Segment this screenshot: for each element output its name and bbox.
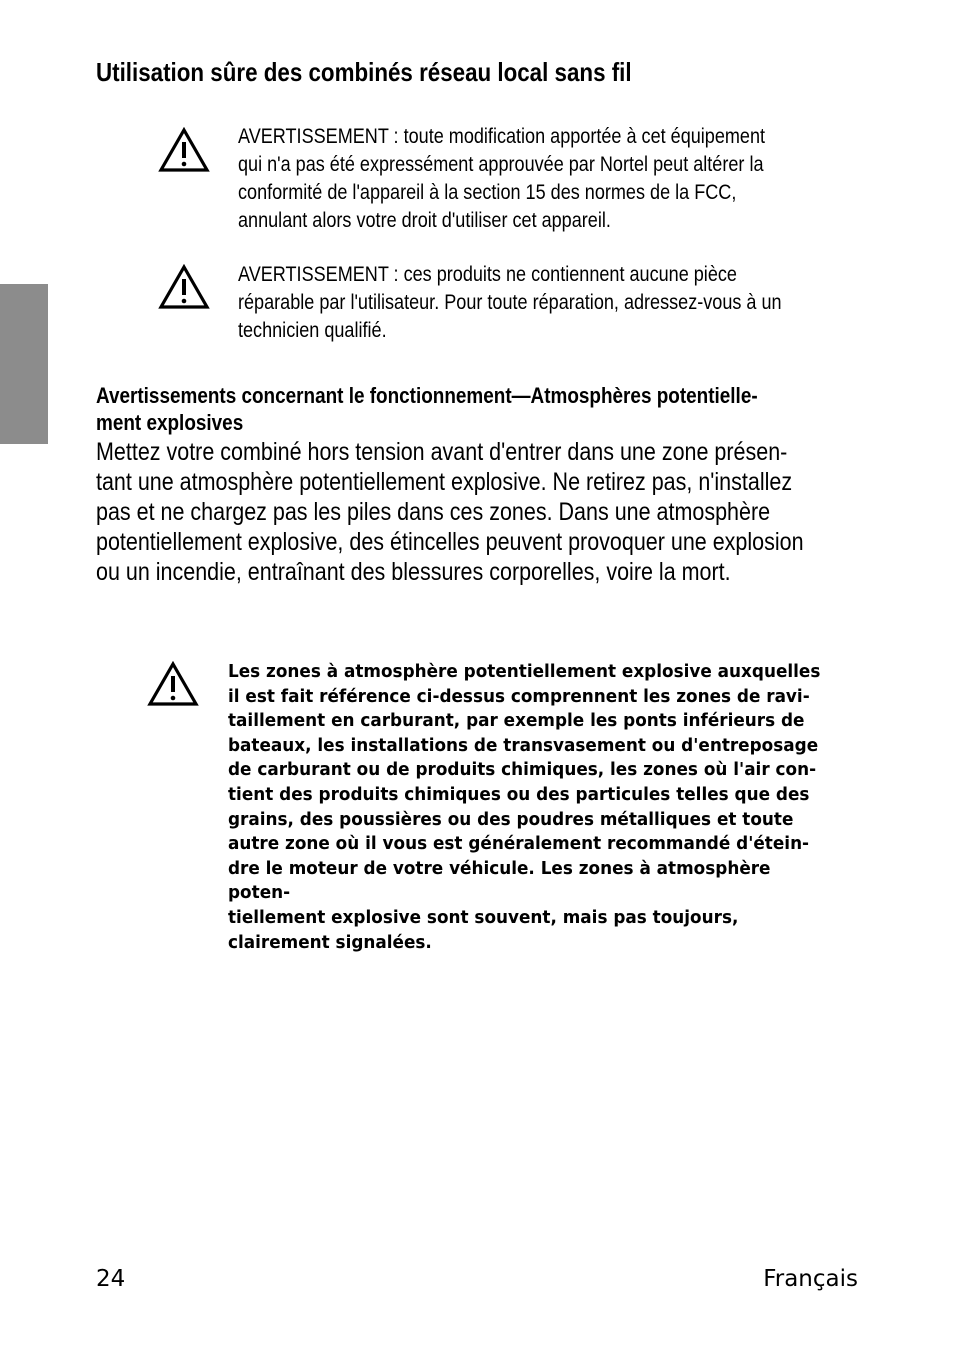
- warning-triangle-icon: [158, 264, 210, 310]
- warning-triangle-icon: [147, 661, 199, 707]
- caution-text: Les zones à atmosphère potentiellement explosive auxquelles il est fait référence ci-dessus comprennent les zones de ravi- taillement en carburant, par exemple les ponts inférieurs de bateaux, les installations de transvasement ou d'entreposage de carburant ou de produits chimiques, les zones où l'air con- tient des produits chimiques ou des particules telles que des grains, des poussières ou des poudres métalliques et toute autre zone où il vous est généralement recommandé d'étein- dre le moteur de votre véhicule. Les zones à atmosphère poten- tiellement explosive sont souvent, mais pas toujours, clairement signalées.: [228, 661, 821, 953]
- section-body: Mettez votre combiné hors tension avant d'entrer dans une zone présen- tant une atmosphère potentiellement explosive. Ne retirez pas, n'installez pas et ne chargez pas les piles dans ces zones. Dans une atmosphère potentiellement explosive, des étincelles peuvent provoquer une explosion ou un incendie, entraînant des blessures corporelles, voire la mort.: [96, 438, 804, 586]
- warning-text-repair: AVERTISSEMENT : ces produits ne contiennent aucune pièce réparable par l'utilisateur. Pour toute réparation, adressez-vous à un technicien qualifié.: [238, 263, 782, 342]
- section-heading: Avertissements concernant le fonctionnement—Atmosphères potentielle- ment explosives: [96, 383, 758, 435]
- footer-language: Français: [763, 1266, 858, 1292]
- warning-triangle-icon: [158, 127, 210, 173]
- page-title: Utilisation sûre des combinés réseau local sans fil: [96, 57, 632, 87]
- warning-text-fcc: AVERTISSEMENT : toute modification apportée à cet équipement qui n'a pas été expressément approuvée par Nortel peut altérer la conformité de l'appareil à la section 15 des normes de la FCC, annulant alors votre droit d'utiliser cet appareil.: [238, 125, 766, 232]
- page-number: 24: [96, 1266, 126, 1292]
- section-side-tab: [0, 284, 48, 444]
